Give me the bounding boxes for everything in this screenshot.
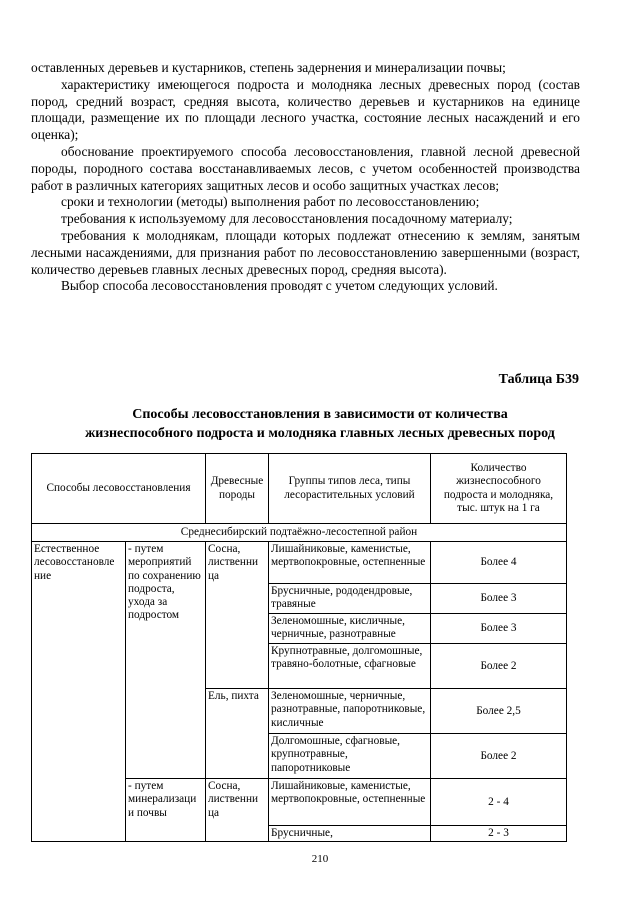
- submethod-cell: - путем минерализаци и почвы: [126, 779, 206, 842]
- header-method: Способы лесовосстановления: [32, 454, 206, 524]
- quantity-cell: 2 - 3: [431, 826, 567, 842]
- quantity-cell: Более 2: [431, 644, 567, 689]
- group-cell: Брусничные,: [269, 826, 431, 842]
- species-cell: Сосна, лиственни ца: [206, 779, 269, 842]
- quantity-cell: Более 3: [431, 614, 567, 644]
- paragraph: обоснование проектируемого способа лесовосстановления, главной лесной древесной породы, породного состава восстанавливаемых лесов, с учетом особенностей производства работ в различных категориях защитных лесов и особо защитных участках лесов;: [31, 143, 580, 193]
- group-cell: Долгомошные, сфагновые, крупнотравные, папоротниковые: [269, 734, 431, 779]
- header-groups: Группы типов леса, типы лесорастительных условий: [269, 454, 431, 524]
- methods-table: [31, 453, 567, 842]
- submethod-cell: - путем мероприятий по сохранению подроста, ухода за подростом: [126, 542, 206, 779]
- group-cell: Брусничные, рододендровые, травяные: [269, 584, 431, 614]
- species-cell: Сосна, лиственни ца: [206, 542, 269, 689]
- page-number: 210: [311, 853, 329, 865]
- species-cell: Ель, пихта: [206, 689, 269, 779]
- header-species: Древесные породы: [206, 454, 269, 524]
- table-label: Таблица Б39: [498, 372, 579, 387]
- group-cell: Лишайниковые, каменистые, мертвопокровные, остепненные: [269, 542, 431, 584]
- paragraph: оставленных деревьев и кустарников, степень задернения и минерализации почвы;: [31, 60, 506, 75]
- group-cell: Крупнотравные, долгомошные, травяно-болотные, сфагновые: [269, 644, 431, 689]
- region-row: [32, 524, 567, 542]
- paragraph: требования к используемому для лесовосстановления посадочному материалу;: [61, 211, 513, 227]
- method-cell: Естественное лесовосстановле ние: [32, 542, 126, 842]
- quantity-cell: Более 4: [431, 542, 567, 584]
- region-cell: Среднесибирский подтаёжно-лесостепной район: [32, 524, 567, 542]
- header-quantity: Количество жизнеспособного подроста и молодняка, тыс. штук на 1 га: [431, 454, 567, 524]
- table-header-row: [32, 454, 567, 524]
- paragraph: сроки и технологии (методы) выполнения работ по лесовосстановлению;: [61, 194, 480, 210]
- group-cell: Зеленомошные, черничные, разнотравные, папоротниковые, кисличные: [269, 689, 431, 734]
- quantity-cell: Более 2: [431, 734, 567, 779]
- table-row: [32, 542, 567, 584]
- paragraph: характеристику имеющегося подроста и молодняка лесных древесных пород (состав пород, средний возраст, средняя высота, количество деревьев и кустарников на единице площади, размещение их по площади лесного участка, состояние лесных насаждений и его оценка);: [31, 76, 580, 143]
- group-cell: Лишайниковые, каменистые, мертвопокровные, остепненные: [269, 779, 431, 826]
- table-title-line: Способы лесовосстановления в зависимости от количества: [132, 407, 508, 422]
- paragraph: Выбор способа лесовосстановления проводят с учетом следующих условий.: [61, 278, 498, 294]
- quantity-cell: Более 3: [431, 584, 567, 614]
- paragraph: требования к молоднякам, площади которых подлежат отнесению к землям, занятым лесными насаждениями, для признания работ по лесовосстановлению завершенными (возраст, количество деревьев главных лесных древесных пород, средняя высота).: [31, 227, 580, 277]
- table-title-line: жизнеспособного подроста и молодняка главных лесных древесных пород: [85, 426, 555, 441]
- body-text: [31, 60, 580, 295]
- group-cell: Зеленомошные, кисличные, черничные, разнотравные: [269, 614, 431, 644]
- table-title: [40, 405, 600, 443]
- quantity-cell: Более 2,5: [431, 689, 567, 734]
- quantity-cell: 2 - 4: [431, 779, 567, 826]
